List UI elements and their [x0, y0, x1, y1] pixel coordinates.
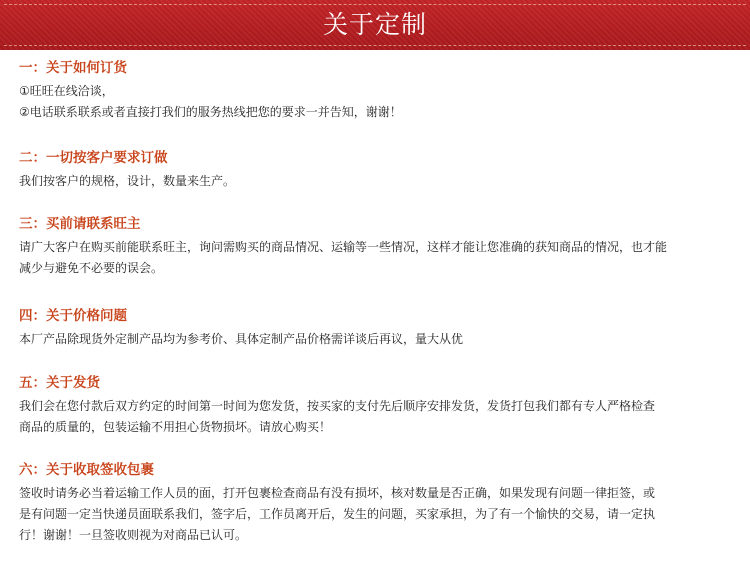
header-banner	[0, 0, 750, 50]
section-receiving-package	[19, 460, 655, 546]
section-text: 本厂产品除现货外定制产品均为参考价、具体定制产品价格需详谈后再议，量大从优	[19, 332, 464, 346]
section-text: 请广大客户在购买前能联系旺主，询问需购买的商品情况、运输等一些情况，这样才能让您准确的获知商品的情况，也才能	[19, 240, 668, 254]
section-heading: 二：一切按客户要求订做	[19, 150, 168, 166]
section-pricing	[19, 306, 463, 350]
section-text: 行！谢谢！一旦签收则视为对商品已认可。	[19, 528, 248, 542]
section-text: 我们会在您付款后双方约定的时间第一时间为您发货，按买家的支付先后顺序安排发货，发货打包我们都有专人严格检查	[19, 399, 656, 413]
section-text: 商品的质量的，包装运输不用担心货物损坏。请放心购买！	[19, 420, 332, 434]
section-text: 签收时请务必当着运输工作人员的面，打开包裹检查商品有没有损坏，核对数量是否正确，如果发现有问题一律拒签，或	[19, 486, 656, 500]
section-heading: 六：关于收取签收包裹	[19, 462, 154, 478]
section-custom-order	[19, 148, 235, 192]
section-shipping	[19, 373, 655, 438]
section-text: ①旺旺在线洽谈，	[19, 84, 114, 98]
section-heading: 五：关于发货	[19, 375, 100, 391]
section-text: 减少与避免不必要的误会。	[19, 261, 164, 275]
section-text: ②电话联系联系或者直接打我们的服务热线把您的要求一并告知，谢谢！	[19, 105, 402, 119]
section-how-to-order	[19, 58, 402, 123]
section-heading: 一：关于如何订货	[19, 60, 127, 76]
section-heading: 四：关于价格问题	[19, 308, 127, 324]
section-contact-before-buying	[19, 214, 667, 279]
section-text: 是有问题一定当快递员面联系我们，签字后，工作员离开后，发生的问题，买家承担，为了有一个愉快的交易，请一定执	[19, 507, 656, 521]
banner-title: 关于定制	[322, 10, 427, 39]
section-heading: 三：买前请联系旺主	[19, 216, 141, 232]
section-text: 我们按客户的规格，设计，数量来生产。	[19, 174, 236, 188]
